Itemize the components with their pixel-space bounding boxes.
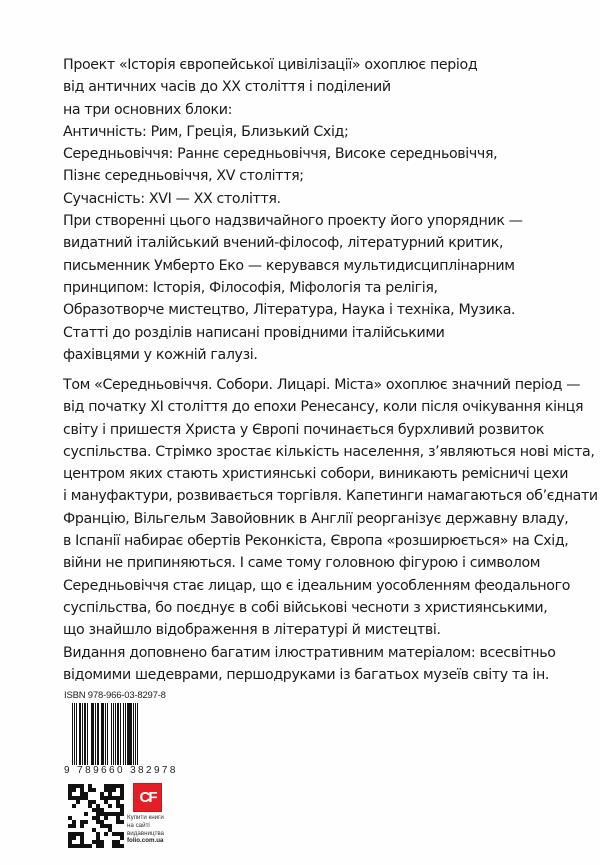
text-line: принципом: Історія, Філософія, Міфологія та релігія, [63,279,438,296]
text-line: суспільства. Стрімко зростає кількість населення, з’являються нові міста, [63,443,595,460]
text-line: Францію, Вільгельм Завойовник в Англії реорганізує державну владу, [63,510,569,527]
text-line: від початку XI століття до епохи Ренесансу, коли після очікування кінця [63,399,584,416]
text-line: світу і пришестя Христа у Європі починається бурхливий розвиток [63,421,545,438]
barcode-icon [72,703,140,765]
text-line: Статті до розділів написані провідними італійськими [63,324,445,341]
caption-line: Купити книги [127,814,164,821]
text-line: Образотворче мистецтво, Література, Наука і техніка, Музика. [63,302,516,319]
text-line: Сучасність: XVI — XX століття. [63,190,281,207]
text-line: центром яких стають християнські собори, виникають ремісничі цехи [63,466,569,483]
text-line: що знайшло відображення в літературі й мистецтві. [63,622,441,639]
publisher-url: folio.com.ua [127,837,164,845]
text-line: відомими шедеврами, першодруками із багатьох музеїв світу та ін. [63,666,550,683]
publisher-caption [127,814,164,845]
text-line: Проект «Історія європейської цивілізації» охоплює період [63,57,478,73]
text-line: Пізнє середньовіччя, XV століття; [63,168,304,185]
publisher-logo-text: CF [139,789,156,806]
text-line: на три основних блоки: [63,101,233,118]
series-description-paragraph [63,54,523,366]
text-line: суспільства, бо поєднує в собі військові чесноти з християнськими, [63,599,548,616]
text-line: війни не припиняються. І саме тому головною фігурою і символом [63,555,541,572]
text-line: Античність: Рим, Греція, Близький Схід; [63,123,349,140]
text-line: і мануфактури, розвивається торгівля. Капетинги намагаються об’єднати [63,488,598,505]
volume-description-paragraph [63,374,598,686]
text-line: При створенні цього надзвичайного проекту його упорядник — [63,213,523,230]
caption-line: на сайті [127,821,150,829]
publisher-logo [133,783,162,812]
text-line: фахівцями у кожній галузі. [63,346,258,363]
text-line: Середньовіччя: Раннє середньовіччя, Високе середньовіччя, [63,146,498,163]
text-line: Середньовіччя стає лицар, що є ідеальним уособленням феодального [63,577,571,594]
isbn-label: ISBN 978-966-03-8297-8 [64,690,166,701]
text-line: видатний італійський вчений-філософ, літературний критик, [63,235,504,252]
barcode-digits: 9 789660 382978 [64,765,178,776]
caption-line: видавництва [127,829,164,837]
text-line: письменник Умберто Еко — керувався мультидисциплінарним [63,257,515,274]
text-line: від античних часів до XX століття і поділений [63,79,391,96]
text-line: в Іспанії набирає обертів Реконкіста, Європа «розширюється» на Схід, [63,533,569,550]
qr-code-icon [68,784,124,848]
text-line: Видання доповнено багатим ілюстративним матеріалом: всесвітньо [63,644,556,661]
text-line: Том «Середньовіччя. Собори. Лицарі. Міста» охоплює значний період — [63,377,581,393]
